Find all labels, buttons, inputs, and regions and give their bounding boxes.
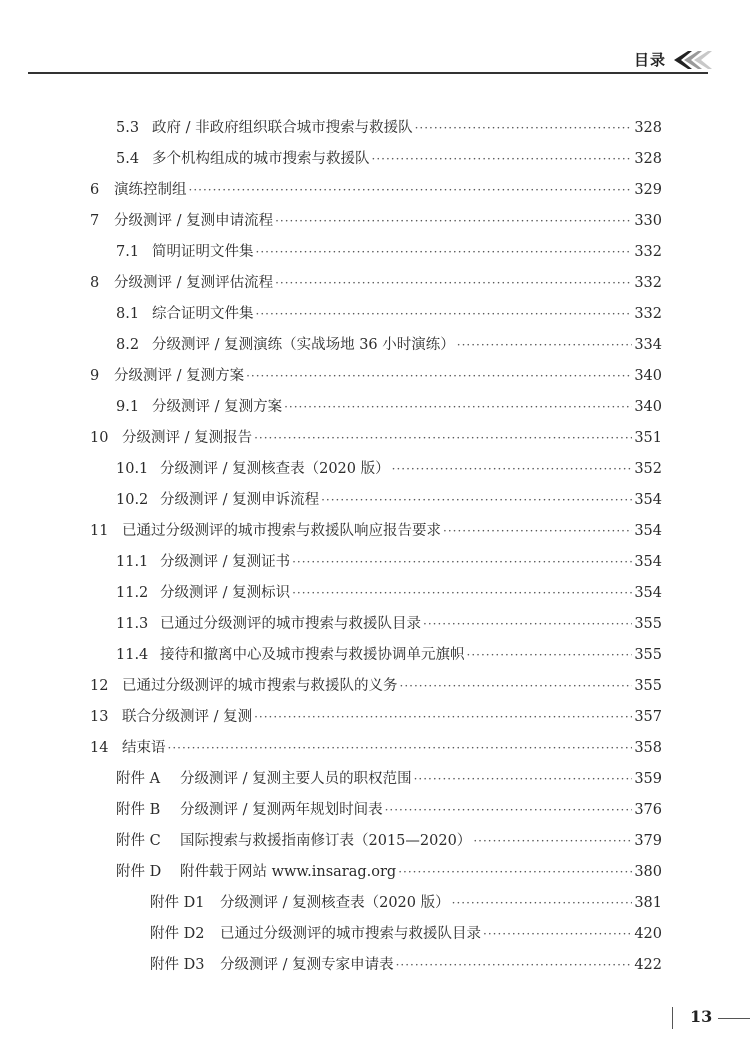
toc-entry[interactable] — [116, 335, 662, 355]
toc-entry-number: 9 — [90, 368, 100, 384]
toc-entry-title: 分级测评 / 复测核查表（2020 版） — [160, 461, 390, 477]
toc-entry-title: 已通过分级测评的城市搜索与救援队目录 — [220, 926, 481, 942]
toc-entry-title: 附件载于网站 www.insarag.org — [180, 864, 397, 880]
toc-entry-page: 340 — [634, 399, 662, 415]
toc-entry[interactable] — [116, 645, 662, 665]
toc-entry[interactable] — [90, 521, 662, 541]
toc-entry-number: 11.4 — [116, 647, 149, 663]
dot-leader — [385, 800, 633, 820]
toc-entry-page: 381 — [634, 895, 662, 911]
toc-entry-title: 分级测评 / 复测主要人员的职权范围 — [180, 771, 412, 787]
toc-entry-title: 分级测评 / 复测申请流程 — [114, 213, 274, 229]
dot-leader — [452, 893, 633, 913]
toc-entry-number: 11 — [90, 523, 109, 539]
toc-entry-page: 351 — [634, 430, 662, 446]
toc-entry[interactable] — [90, 738, 662, 758]
toc-entry-title: 分级测评 / 复测证书 — [160, 554, 291, 570]
toc-entry-title: 结束语 — [122, 740, 166, 756]
toc-entry-number: 14 — [90, 740, 109, 756]
toc-entry[interactable] — [116, 149, 662, 169]
toc-entry-number: 10 — [90, 430, 109, 446]
toc-entry[interactable] — [116, 490, 662, 510]
toc-entry-page: 355 — [634, 678, 662, 694]
toc-entry-page: 355 — [634, 647, 662, 663]
toc-entry-page: 352 — [634, 461, 662, 477]
toc-entry-number: 附件 D2 — [150, 926, 205, 942]
toc-entry-page: 329 — [634, 182, 662, 198]
toc-entry-page: 354 — [634, 523, 662, 539]
footer-rule — [718, 1018, 750, 1019]
toc-entry-page: 422 — [634, 957, 662, 973]
toc-entry-number: 11.1 — [116, 554, 149, 570]
toc-entry[interactable] — [116, 769, 662, 789]
toc-entry[interactable] — [116, 304, 662, 324]
toc-entry-title: 分级测评 / 复测方案 — [114, 368, 245, 384]
toc-entry-number: 附件 D3 — [150, 957, 205, 973]
toc-entry-number: 12 — [90, 678, 109, 694]
toc-entry-title: 分级测评 / 复测报告 — [122, 430, 253, 446]
toc-entry-title: 分级测评 / 复测方案 — [152, 399, 283, 415]
toc-entry[interactable] — [150, 955, 662, 975]
toc-entry-page: 354 — [634, 585, 662, 601]
toc-entry[interactable] — [116, 552, 662, 572]
toc-entry-title: 接待和撤离中心及城市搜索与救援协调单元旗帜 — [160, 647, 465, 663]
dot-leader — [396, 955, 633, 975]
dot-leader — [254, 428, 632, 448]
toc-entry-number: 附件 D — [116, 864, 162, 880]
toc-entry-page: 328 — [634, 120, 662, 136]
toc-entry[interactable] — [116, 614, 662, 634]
dot-leader — [392, 459, 633, 479]
toc-entry-page: 355 — [634, 616, 662, 632]
dot-leader — [400, 676, 633, 696]
toc-entry-page: 332 — [634, 306, 662, 322]
toc-entry[interactable] — [90, 273, 662, 293]
dot-leader — [275, 211, 632, 231]
toc-entry-title: 综合证明文件集 — [152, 306, 254, 322]
dot-leader — [483, 924, 632, 944]
toc-entry-title: 已通过分级测评的城市搜索与救援队响应报告要求 — [122, 523, 441, 539]
dot-leader — [372, 149, 633, 169]
toc-entry-title: 分级测评 / 复测评估流程 — [114, 275, 274, 291]
dot-leader — [321, 490, 632, 510]
toc-entry-number: 10.1 — [116, 461, 149, 477]
toc-entry-title: 分级测评 / 复测核查表（2020 版） — [220, 895, 450, 911]
toc-entry[interactable] — [116, 397, 662, 417]
toc-entry-title: 分级测评 / 复测申诉流程 — [160, 492, 320, 508]
toc-entry-number: 8 — [90, 275, 100, 291]
toc-entry[interactable] — [90, 366, 662, 386]
toc-entry-page: 376 — [634, 802, 662, 818]
dot-leader — [254, 707, 632, 727]
toc-entry-title: 分级测评 / 复测标识 — [160, 585, 291, 601]
toc-entry[interactable] — [150, 893, 662, 913]
dot-leader — [423, 614, 632, 634]
toc-entry-number: 8.2 — [116, 337, 140, 353]
toc-entry-title: 分级测评 / 复测专家申请表 — [220, 957, 394, 973]
page-number: 13 — [690, 1007, 713, 1026]
toc-entry[interactable] — [116, 862, 662, 882]
dot-leader — [457, 335, 633, 355]
toc-entry-title: 演练控制组 — [114, 182, 187, 198]
dot-leader — [414, 769, 633, 789]
dot-leader — [275, 273, 632, 293]
toc-entry-page: 420 — [634, 926, 662, 942]
toc-entry-page: 357 — [634, 709, 662, 725]
toc-entry-title: 已通过分级测评的城市搜索与救援队目录 — [160, 616, 421, 632]
toc-entry-page: 379 — [634, 833, 662, 849]
toc-entry-page: 332 — [634, 275, 662, 291]
running-header-title: 目录 — [634, 51, 667, 69]
dot-leader — [168, 738, 633, 758]
toc-entry-page: 332 — [634, 244, 662, 260]
dot-leader — [415, 118, 633, 138]
double-chevron-left-icon — [672, 49, 716, 71]
toc-entry-page: 358 — [634, 740, 662, 756]
toc-entry-page: 380 — [634, 864, 662, 880]
toc-entry-title: 分级测评 / 复测两年规划时间表 — [180, 802, 383, 818]
toc-entry-number: 附件 D1 — [150, 895, 205, 911]
toc-entry[interactable] — [116, 583, 662, 603]
dot-leader — [256, 304, 633, 324]
toc-entry[interactable] — [150, 924, 662, 944]
toc-entry[interactable] — [116, 118, 662, 138]
toc-entry-number: 附件 A — [116, 771, 161, 787]
toc-entry[interactable] — [116, 242, 662, 262]
toc-entry-number: 7.1 — [116, 244, 140, 260]
toc-entry-title: 联合分级测评 / 复测 — [122, 709, 253, 725]
toc-entry-number: 7 — [90, 213, 100, 229]
dot-leader — [467, 645, 633, 665]
dot-leader — [398, 862, 632, 882]
toc-entry[interactable] — [90, 180, 662, 200]
toc-entry-page: 359 — [634, 771, 662, 787]
toc-entry-number: 9.1 — [116, 399, 140, 415]
toc-entry-number: 13 — [90, 709, 109, 725]
toc-entry-page: 340 — [634, 368, 662, 384]
toc-entry[interactable] — [90, 211, 662, 231]
toc-entry-number: 8.1 — [116, 306, 140, 322]
toc-entry-number: 5.4 — [116, 151, 140, 167]
toc-entry-number: 6 — [90, 182, 100, 198]
toc-entry[interactable] — [90, 676, 662, 696]
toc-entry-page: 330 — [634, 213, 662, 229]
toc-entry[interactable] — [116, 831, 662, 851]
toc-entry[interactable] — [90, 428, 662, 448]
toc-entry-page: 354 — [634, 554, 662, 570]
toc-entry-number: 5.3 — [116, 120, 140, 136]
dot-leader — [443, 521, 632, 541]
dot-leader — [292, 552, 632, 572]
toc-entry[interactable] — [116, 800, 662, 820]
dot-leader — [292, 583, 632, 603]
toc-entry-title: 国际搜索与救援指南修订表（2015—2020） — [180, 833, 472, 849]
footer-divider — [672, 1007, 673, 1029]
dot-leader — [189, 180, 633, 200]
toc-entry-number: 附件 C — [116, 833, 161, 849]
toc-entry-number: 附件 B — [116, 802, 161, 818]
toc-entry[interactable] — [116, 459, 662, 479]
toc-entry-number: 11.3 — [116, 616, 149, 632]
toc-entry-page: 334 — [634, 337, 662, 353]
toc-entry-number: 11.2 — [116, 585, 149, 601]
dot-leader — [473, 831, 632, 851]
header-rule — [28, 72, 708, 74]
toc-entry-title: 简明证明文件集 — [152, 244, 254, 260]
toc-entry[interactable] — [90, 707, 662, 727]
toc-entry-title: 已通过分级测评的城市搜索与救援队的义务 — [122, 678, 398, 694]
toc-entry-page: 328 — [634, 151, 662, 167]
toc-entry-title: 政府 / 非政府组织联合城市搜索与救援队 — [152, 120, 413, 136]
toc-entry-title: 多个机构组成的城市搜索与救援队 — [152, 151, 370, 167]
toc-entry-number: 10.2 — [116, 492, 149, 508]
dot-leader — [256, 242, 633, 262]
toc-entry-page: 354 — [634, 492, 662, 508]
toc-entry-title: 分级测评 / 复测演练（实战场地 36 小时演练） — [152, 337, 455, 353]
dot-leader — [246, 366, 632, 386]
dot-leader — [284, 397, 632, 417]
